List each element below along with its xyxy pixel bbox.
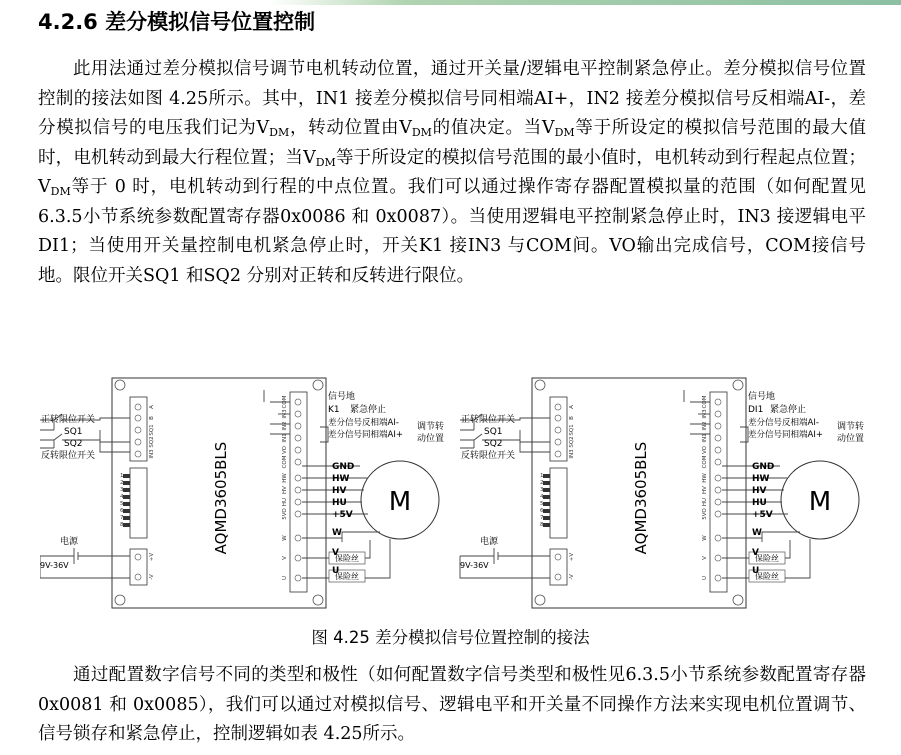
svg-text:HV: HV bbox=[752, 486, 767, 496]
ai-minus-label: 差分信号反相端AI- bbox=[328, 418, 399, 428]
adjust-label-2: 动位置 bbox=[837, 434, 865, 444]
svg-text:V: V bbox=[332, 548, 339, 558]
svg-text:GND: GND bbox=[752, 462, 775, 472]
svg-text:-V: -V bbox=[149, 574, 155, 580]
ai-minus-label: 差分信号反相端AI- bbox=[748, 418, 819, 428]
power-voltage: 9V-36V bbox=[40, 561, 69, 570]
svg-text:HV: HV bbox=[332, 486, 347, 496]
svg-text:HW: HW bbox=[332, 474, 350, 484]
motor-symbol: M bbox=[388, 487, 412, 517]
svg-text:HW: HW bbox=[752, 474, 770, 484]
forward-limit-label: 正转限位开关 bbox=[41, 415, 96, 425]
svg-text:1: 1 bbox=[540, 473, 544, 479]
svg-text:B: B bbox=[569, 416, 575, 420]
section-number: 4.2.6 bbox=[38, 10, 98, 34]
svg-text:SQ2: SQ2 bbox=[149, 436, 155, 448]
fuse-label: 保险丝 bbox=[755, 572, 779, 581]
sq2-label: SQ2 bbox=[484, 439, 503, 449]
section-title: 差分模拟信号位置控制 bbox=[105, 10, 316, 34]
reverse-limit-label: 反转限位开关 bbox=[461, 451, 516, 461]
fuse-label: 保险丝 bbox=[335, 572, 359, 581]
svg-text:W: W bbox=[332, 528, 342, 538]
svg-text:SQ2: SQ2 bbox=[569, 436, 575, 448]
svg-text:5VO: 5VO bbox=[282, 508, 288, 520]
wiring-figure bbox=[40, 372, 870, 610]
motor-symbol: M bbox=[808, 487, 832, 517]
diagram-k1 bbox=[40, 378, 444, 608]
section-heading bbox=[38, 8, 315, 36]
power-label: 电源 bbox=[60, 537, 79, 547]
estop-signal-label: DI1 bbox=[748, 405, 764, 415]
svg-text:IN3: IN3 bbox=[702, 409, 708, 419]
svg-text:SQ1: SQ1 bbox=[149, 424, 155, 436]
svg-text:6: 6 bbox=[540, 508, 544, 514]
svg-text:U: U bbox=[702, 575, 708, 581]
svg-text:COM: COM bbox=[282, 395, 288, 409]
ai-plus-label: 差分信号同相端AI+ bbox=[328, 430, 403, 440]
page-header-strip bbox=[0, 0, 901, 5]
svg-text:8: 8 bbox=[540, 522, 544, 528]
svg-text:V: V bbox=[752, 548, 759, 558]
svg-text:W: W bbox=[282, 535, 288, 541]
wiring-diagrams-svg bbox=[40, 372, 870, 610]
svg-text:U: U bbox=[282, 575, 288, 581]
controller-model: AQMD3605BLS bbox=[212, 441, 230, 555]
svg-text:4: 4 bbox=[540, 494, 544, 500]
fuse-label: 保险丝 bbox=[755, 554, 779, 563]
svg-text:V: V bbox=[702, 556, 708, 560]
estop-switch-label: K1 bbox=[328, 405, 340, 415]
svg-text:IN3: IN3 bbox=[569, 449, 575, 459]
adjust-label-2: 动位置 bbox=[417, 434, 445, 444]
ai-plus-label: 差分信号同相端AI+ bbox=[748, 430, 823, 440]
signal-ground-label: 信号地 bbox=[328, 392, 356, 402]
svg-text:VO: VO bbox=[282, 446, 288, 454]
svg-text:IN1: IN1 bbox=[282, 433, 288, 443]
svg-text:A: A bbox=[569, 405, 575, 409]
svg-text:5: 5 bbox=[540, 501, 544, 507]
power-label: 电源 bbox=[480, 537, 499, 547]
svg-text:GND: GND bbox=[332, 462, 355, 472]
svg-text:W: W bbox=[702, 535, 708, 541]
svg-text:+5V: +5V bbox=[332, 510, 353, 520]
svg-text:IN1: IN1 bbox=[702, 433, 708, 443]
svg-text:6: 6 bbox=[120, 508, 124, 514]
svg-text:HU: HU bbox=[332, 498, 347, 508]
svg-text:U: U bbox=[332, 566, 340, 576]
svg-text:IN3: IN3 bbox=[149, 449, 155, 459]
svg-text:IN3: IN3 bbox=[282, 409, 288, 419]
svg-text:2: 2 bbox=[540, 480, 544, 486]
svg-text:HW: HW bbox=[282, 473, 288, 483]
paragraph-1: 此用法通过差分模拟信号调节电机转动位置，通过开关量/逻辑电平控制紧急停止。差分模拟信号位置控制的接法如图 4.25所示。其中，IN1 接差分模拟信号同相端AI+，IN2 接差分模拟信号反相端AI-，差分模拟信号的电压我们记为$V_{DM}$，转动位置由$V_{DM}$的值决定。当$V_{DM}$等于所设定的模拟信号范围的最大值时，电机转动到最大行程位置；当$V_{DM}$等于所设定的模拟信号范围的最小值时，电机转动到行程起点位置；$V_{DM}$等于 0 时，电机转动到行程的中点位置。我们可以通过操作寄存器配置模拟量的范围（如何配置见6.3.5小节系统参数配置寄存器0x0086 和 0x0087）。当使用逻辑电平控制紧急停止时，IN3 接逻辑电平DI1；当使用开关量控制电机紧急停止时，开关K1 接IN3 与COM间。VO输出完成信号，COM接信号地。限位开关SQ1 和SQ2 分别对正转和反转进行限位。 bbox=[38, 59, 867, 286]
controller-model: AQMD3605BLS bbox=[632, 441, 650, 555]
sq1-label: SQ1 bbox=[64, 427, 83, 437]
svg-text:A: A bbox=[149, 405, 155, 409]
reverse-limit-label: 反转限位开关 bbox=[41, 451, 96, 461]
fuse-label: 保险丝 bbox=[335, 554, 359, 563]
svg-text:B: B bbox=[149, 416, 155, 420]
svg-text:W: W bbox=[752, 528, 762, 538]
svg-text:IN2: IN2 bbox=[702, 421, 708, 431]
svg-text:HU: HU bbox=[702, 497, 708, 507]
svg-text:HU: HU bbox=[752, 498, 767, 508]
svg-text:IN2: IN2 bbox=[282, 421, 288, 431]
svg-text:+V: +V bbox=[149, 552, 155, 562]
svg-text:COM: COM bbox=[702, 395, 708, 409]
adjust-label: 调节转 bbox=[417, 422, 445, 432]
svg-text:COM: COM bbox=[702, 455, 708, 469]
svg-text:7: 7 bbox=[120, 515, 124, 521]
svg-text:+V: +V bbox=[569, 552, 575, 562]
svg-text:2: 2 bbox=[120, 480, 124, 486]
paragraph-2: 通过配置数字信号不同的类型和极性（如何配置数字信号类型和极性见6.3.5小节系统参数配置寄存器0x0081 和 0x0085），我们可以通过对模拟信号、逻辑电平和开关量不同操作方法来实现电机位置调节、信号锁存和紧急停止，控制逻辑如表 4.25所示。 bbox=[38, 665, 866, 744]
svg-text:4: 4 bbox=[120, 494, 124, 500]
svg-text:HV: HV bbox=[282, 486, 288, 494]
svg-text:1: 1 bbox=[120, 473, 124, 479]
svg-text:V: V bbox=[282, 556, 288, 560]
svg-text:5VO: 5VO bbox=[702, 508, 708, 520]
svg-text:3: 3 bbox=[540, 487, 544, 493]
svg-text:HV: HV bbox=[702, 486, 708, 494]
figure-caption: 图 4.25 差分模拟信号位置控制的接法 bbox=[311, 628, 590, 647]
svg-text:7: 7 bbox=[540, 515, 544, 521]
svg-text:HW: HW bbox=[702, 473, 708, 483]
estop-text: 紧急停止 bbox=[350, 405, 387, 415]
svg-text:U: U bbox=[752, 566, 760, 576]
sq2-label: SQ2 bbox=[64, 439, 83, 449]
svg-text:COM: COM bbox=[282, 455, 288, 469]
svg-text:5: 5 bbox=[120, 501, 124, 507]
sq1-label: SQ1 bbox=[484, 427, 503, 437]
estop-text: 紧急停止 bbox=[770, 405, 807, 415]
adjust-label: 调节转 bbox=[837, 422, 865, 432]
signal-ground-label: 信号地 bbox=[748, 392, 776, 402]
forward-limit-label: 正转限位开关 bbox=[461, 415, 516, 425]
diagram-di1 bbox=[460, 378, 864, 608]
svg-text:8: 8 bbox=[120, 522, 124, 528]
svg-text:-V: -V bbox=[569, 574, 575, 580]
svg-text:3: 3 bbox=[120, 487, 124, 493]
svg-text:HU: HU bbox=[282, 497, 288, 507]
svg-text:VO: VO bbox=[702, 446, 708, 454]
power-voltage: 9V-36V bbox=[460, 561, 489, 570]
svg-text:SQ1: SQ1 bbox=[569, 424, 575, 436]
svg-text:+5V: +5V bbox=[752, 510, 773, 520]
